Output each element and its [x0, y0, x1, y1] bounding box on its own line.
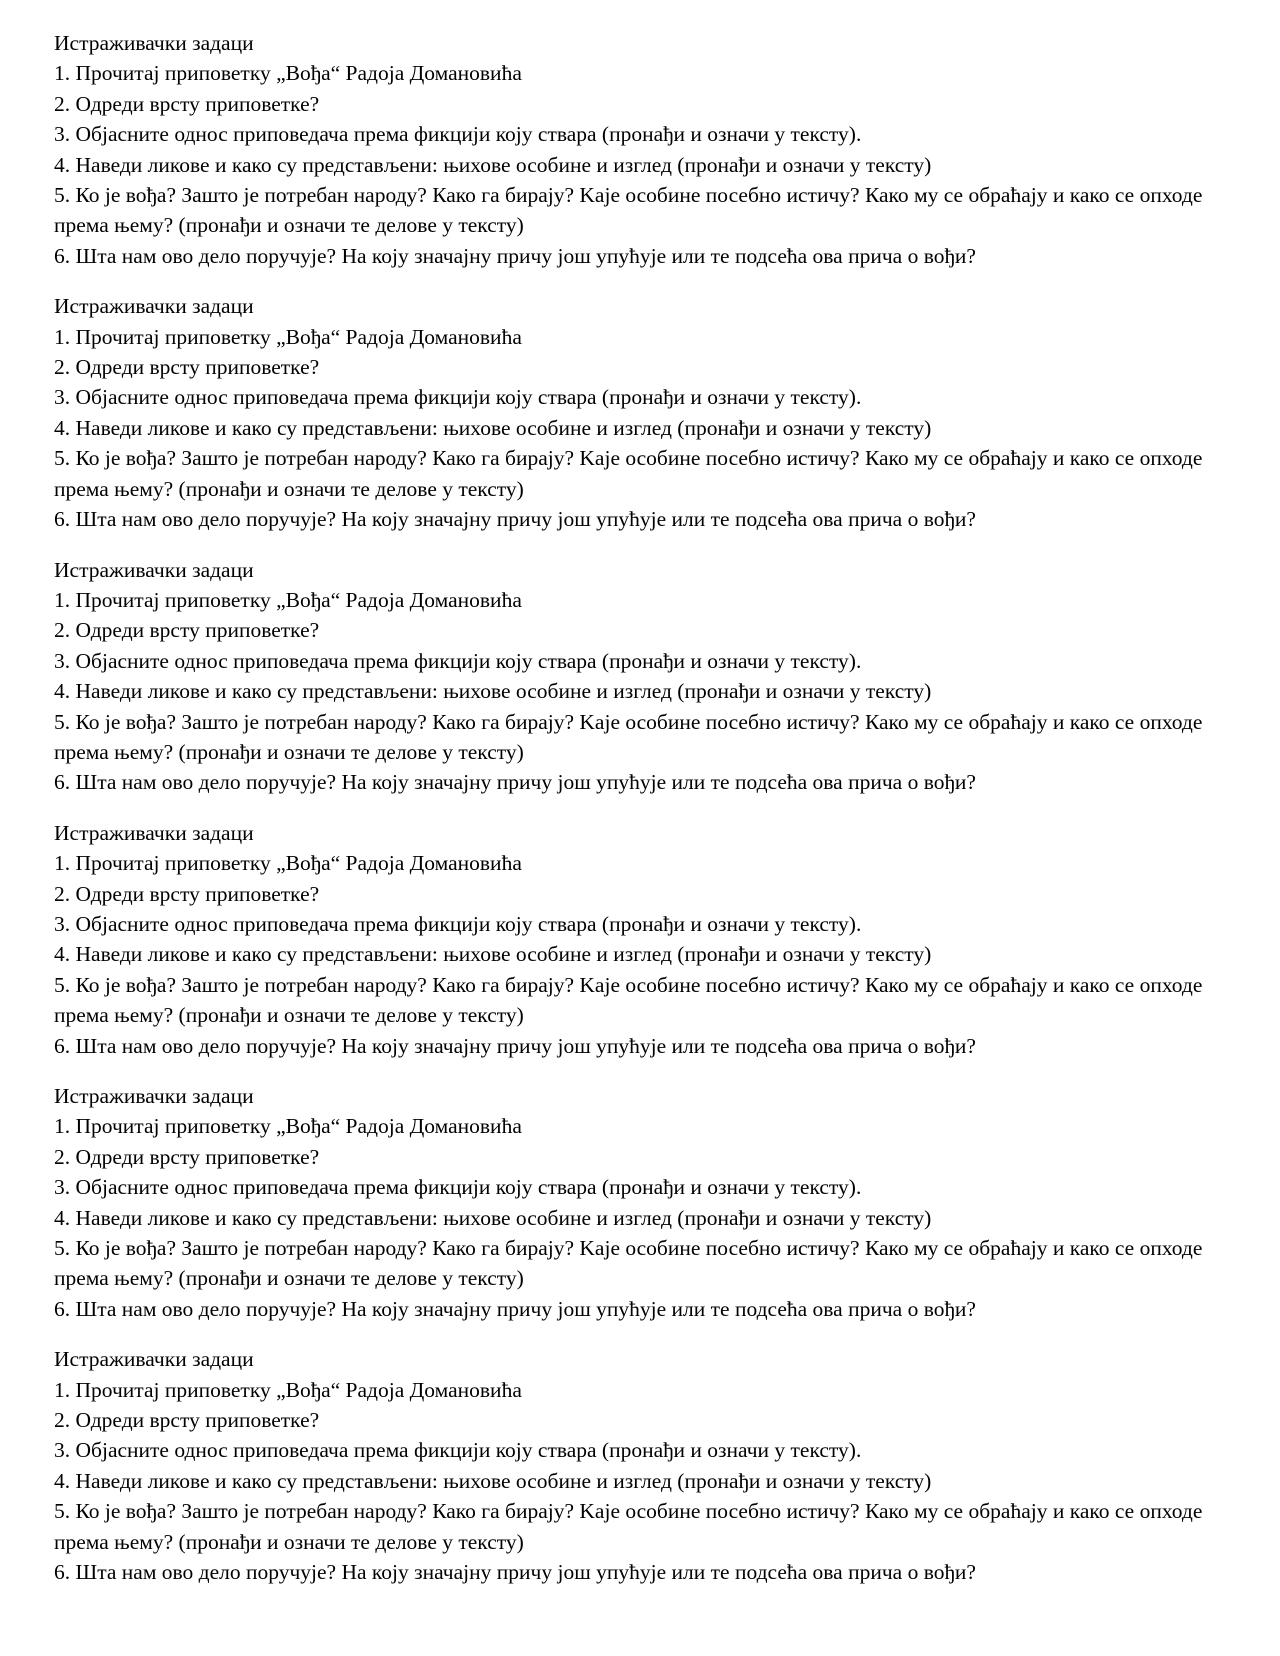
- task-item-1: 1. Прочитај приповетку „Вођа“ Радоја Домановића: [54, 61, 522, 86]
- task-item-6: 6. Шта нам ово дело поручује? На коју значајну причу још упућује или те подсећа ова прича о вођи?: [54, 1033, 976, 1058]
- task-item-1: 1. Прочитај приповетку „Вођа“ Радоја Домановића: [54, 1377, 522, 1402]
- task-block: [54, 818, 1240, 1061]
- task-item-3: 3. Објасните однос приповедача према фикцији коју ствара (пронађи и означи у тексту).: [54, 1175, 862, 1200]
- task-item-3: 3. Објасните однос приповедача према фикцији коју ствара (пронађи и означи у тексту).: [54, 1438, 862, 1463]
- task-item-2: 2. Одреди врсту приповетке?: [54, 881, 320, 906]
- task-item-6: 6. Шта нам ово дело поручује? На коју значајну причу још упућује или те подсећа ова прича о вођи?: [54, 507, 976, 532]
- task-item-5: 5. Ко је вођа? Зашто је потребан народу? Како га бирају? Kаје особине посебно истичу? Како му се обраћају и како се опходе према њему? (пронађи и означи те делове у тексту): [54, 972, 1203, 1028]
- task-item-6: 6. Шта нам ово дело поручује? На коју значајну причу још упућује или те подсећа ова прича о вођи?: [54, 1296, 976, 1321]
- task-item-1: 1. Прочитај приповетку „Вођа“ Радоја Домановића: [54, 851, 522, 876]
- task-item-3: 3. Објасните однос приповедача према фикцији коју ствара (пронађи и означи у тексту).: [54, 385, 862, 410]
- task-item-3: 3. Објасните однос приповедача према фикцији коју ствара (пронађи и означи у тексту).: [54, 648, 862, 673]
- task-item-2: 2. Одреди врсту приповетке?: [54, 1408, 320, 1433]
- task-item-4: 4. Наведи ликове и како су представљени: њихове особине и изглед (пронађи и означи у тексту): [54, 152, 932, 177]
- task-block: [54, 1081, 1240, 1324]
- task-item-4: 4. Наведи ликове и како су представљени: њихове особине и изглед (пронађи и означи у тексту): [54, 679, 932, 704]
- task-item-5: 5. Ко је вођа? Зашто је потребан народу? Како га бирају? Kаје особине посебно истичу? Како му се обраћају и како се опходе према њему? (пронађи и означи те делове у тексту): [54, 1499, 1203, 1554]
- block-heading: Истраживачки задаци: [54, 557, 254, 582]
- task-item-3: 3. Објасните однос приповедача према фикцији коју ствара (пронађи и означи у тексту).: [54, 122, 862, 147]
- task-item-5: 5. Ко је вођа? Зашто је потребан народу? Како га бирају? Kаје особине посебно истичу? Како му се обраћају и како се опходе према њему? (пронађи и означи те делове у тексту): [54, 183, 1203, 238]
- block-heading: Истраживачки задаци: [54, 31, 254, 55]
- task-item-6: 6. Шта нам ово дело поручује? На коју значајну причу још упућује или те подсећа ова прича о вођи?: [54, 243, 976, 268]
- task-item-4: 4. Наведи ликове и како су представљени: њихове особине и изглед (пронађи и означи у тексту): [54, 415, 932, 440]
- task-item-1: 1. Прочитај приповетку „Вођа“ Радоја Домановића: [54, 324, 522, 349]
- task-item-3: 3. Објасните однос приповедача према фикцији коју ствара (пронађи и означи у тексту).: [54, 911, 862, 936]
- task-block: [54, 28, 1240, 271]
- task-item-5: 5. Ко је вођа? Зашто је потребан народу? Како га бирају? Kаје особине посебно истичу? Како му се обраћају и како се опходе према њему? (пронађи и означи те делове у тексту): [54, 446, 1203, 501]
- block-heading: Истраживачки задаци: [54, 820, 254, 845]
- task-item-2: 2. Одреди врсту приповетке?: [54, 1144, 320, 1169]
- task-block: [54, 555, 1240, 798]
- task-block: [54, 291, 1240, 534]
- task-item-1: 1. Прочитај приповетку „Вођа“ Радоја Домановића: [54, 1114, 522, 1139]
- task-item-6: 6. Шта нам ово дело поручује? На коју значајну причу још упућује или те подсећа ова прича о вођи?: [54, 770, 976, 795]
- task-item-2: 2. Одреди врсту приповетке?: [54, 618, 320, 643]
- task-item-4: 4. Наведи ликове и како су представљени: њихове особине и изглед (пронађи и означи у тексту): [54, 1205, 932, 1230]
- task-block: [54, 1344, 1240, 1587]
- task-item-2: 2. Одреди врсту приповетке?: [54, 91, 320, 116]
- task-item-5: 5. Ко је вођа? Зашто је потребан народу? Како га бирају? Kаје особине посебно истичу? Како му се обраћају и како се опходе према њему? (пронађи и означи те делове у тексту): [54, 709, 1203, 764]
- task-blocks: [54, 28, 1240, 1588]
- task-item-1: 1. Прочитај приповетку „Вођа“ Радоја Домановића: [54, 587, 522, 612]
- block-heading: Истраживачки задаци: [54, 294, 254, 319]
- task-item-6: 6. Шта нам ово дело поручује? На коју значајну причу још упућује или те подсећа ова прича о вођи?: [54, 1560, 976, 1585]
- block-heading: Истраживачки задаци: [54, 1347, 254, 1372]
- task-item-4: 4. Наведи ликове и како су представљени: њихове особине и изглед (пронађи и означи у тексту): [54, 1468, 932, 1493]
- task-item-5: 5. Ко је вођа? Зашто је потребан народу? Како га бирају? Kаје особине посебно истичу? Како му се обраћају и како се опходе према њему? (пронађи и означи те делове у тексту): [54, 1236, 1203, 1291]
- task-item-2: 2. Одреди врсту приповетке?: [54, 355, 320, 380]
- task-item-4: 4. Наведи ликове и како су представљени: њихове особине и изглед (пронађи и означи у тексту): [54, 942, 932, 967]
- block-heading: Истраживачки задаци: [54, 1084, 254, 1108]
